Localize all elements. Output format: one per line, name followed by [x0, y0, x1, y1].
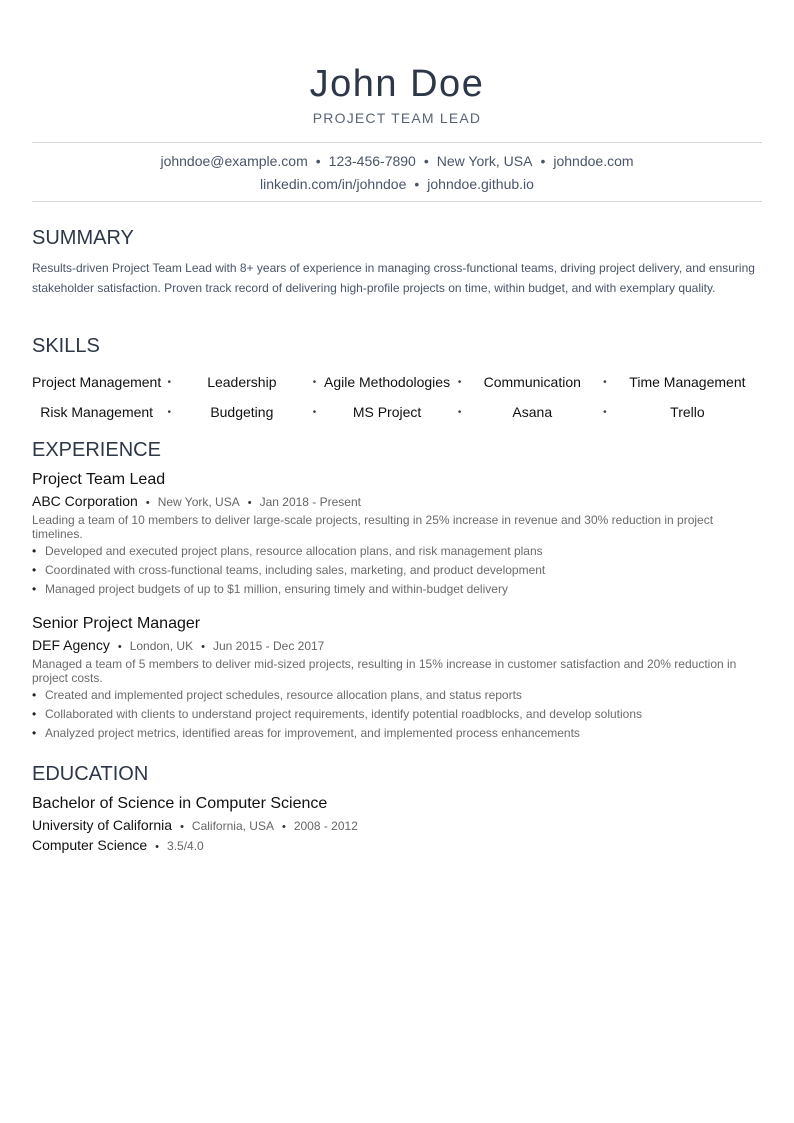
job-company: DEF Agency [32, 637, 110, 653]
meta-separator: • [155, 841, 160, 853]
summary-heading: SUMMARY [32, 227, 134, 249]
job-bullet: • Collaborated with clients to understand project requirements, identify potential roadblocks, and develop solutions [32, 707, 643, 721]
experience-heading: EXPERIENCE [32, 439, 161, 461]
skill-item: MS Project [352, 404, 422, 420]
contact-linkedin[interactable]: linkedin.com/in/johndoe [260, 176, 407, 192]
job-bullet-list [32, 686, 762, 743]
job-title: Project Team Lead [32, 471, 166, 488]
contact-line-2 [32, 175, 762, 193]
candidate-role: PROJECT TEAM LEAD [312, 110, 482, 126]
contact-location: New York, USA [436, 153, 533, 169]
contact-website[interactable]: johndoe.com [553, 153, 634, 169]
candidate-name: John Doe [309, 63, 485, 105]
job-title: Senior Project Manager [32, 615, 201, 632]
meta-separator: • [201, 641, 205, 653]
skill-separator: • [167, 376, 171, 388]
job-description: Managed a team of 5 members to deliver mid-sized projects, resulting in 15% increase in customer satisfaction and 20% reduction in project costs. [32, 657, 737, 685]
meta-separator: • [117, 641, 122, 653]
meta-separator: • [180, 821, 184, 833]
education-field-meta [32, 836, 204, 856]
job-company: ABC Corporation [32, 493, 138, 509]
contact-separator: • [414, 176, 420, 192]
contact-email[interactable]: johndoe@example.com [160, 153, 308, 169]
education-gpa: 3.5/4.0 [167, 839, 204, 853]
job-dates: Jan 2018 - Present [259, 495, 361, 509]
skills-row [32, 366, 762, 398]
skill-separator: • [457, 376, 462, 388]
meta-separator: • [145, 497, 150, 509]
skills-heading: SKILLS [32, 335, 100, 357]
education-school: University of California [32, 817, 173, 833]
education-field: Computer Science [32, 837, 148, 853]
summary-text: Results-driven Project Team Lead with 8+ years of experience in managing cross-functional teams, driving project delivery, and ensuring stakeholder satisfaction. Proven track record of delivering high-profile projects on time, within budget, and with exemplary quality. [32, 261, 755, 295]
contact-github[interactable]: johndoe.github.io [427, 176, 534, 192]
job-location: London, UK [129, 639, 194, 653]
contact-separator: • [540, 153, 546, 169]
skills-grid [32, 366, 762, 426]
skill-item: Communication [483, 374, 581, 390]
education-dates: 2008 - 2012 [293, 819, 358, 833]
skill-separator: • [603, 376, 607, 388]
skill-item: Trello [670, 404, 705, 420]
meta-separator: • [247, 497, 252, 509]
job-bullet: • Managed project budgets of up to $1 million, ensuring timely and within-budget delivery [32, 582, 508, 596]
job-meta [32, 636, 324, 656]
job-bullet: • Analyzed project metrics, identified areas for improvement, and implemented process enhancements [32, 726, 580, 740]
skill-item: Leadership [207, 374, 277, 390]
job-meta [32, 492, 361, 512]
skill-item: Budgeting [210, 404, 274, 420]
job-description: Leading a team of 10 members to deliver large-scale projects, resulting in 25% increase in revenue and 30% reduction in project timelines. [32, 513, 714, 541]
header-divider [32, 142, 762, 143]
contact-phone[interactable]: 123-456-7890 [328, 153, 416, 169]
skill-separator: • [167, 406, 171, 418]
contact-line-1 [32, 152, 762, 170]
skills-row [32, 398, 762, 426]
contact-separator: • [423, 153, 429, 169]
meta-separator: • [281, 821, 286, 833]
job-bullet: • Coordinated with cross-functional teams, including sales, marketing, and product development [32, 563, 546, 577]
education-meta [32, 816, 358, 836]
skill-item: Risk Management [40, 404, 154, 420]
skill-separator: • [457, 406, 462, 418]
degree-title: Bachelor of Science in Computer Science [32, 795, 328, 812]
skill-separator: • [603, 406, 607, 418]
skill-separator: • [312, 376, 317, 388]
education-location: California, USA [191, 819, 274, 833]
job-bullet-list [32, 542, 762, 599]
job-bullet: • Developed and executed project plans, resource allocation plans, and risk management plans [32, 544, 543, 558]
skill-item: Asana [512, 404, 553, 420]
job-bullet: • Created and implemented project schedules, resource allocation plans, and status reports [32, 688, 522, 702]
contact-divider [32, 201, 762, 202]
job-location: New York, USA [157, 495, 240, 509]
job-dates: Jun 2015 - Dec 2017 [212, 639, 325, 653]
skill-separator: • [312, 406, 317, 418]
skill-item: Agile Methodologies [324, 374, 451, 390]
skill-item: Project Management [32, 374, 162, 390]
education-heading: EDUCATION [32, 763, 149, 785]
contact-separator: • [315, 153, 321, 169]
skill-item: Time Management [629, 374, 746, 390]
